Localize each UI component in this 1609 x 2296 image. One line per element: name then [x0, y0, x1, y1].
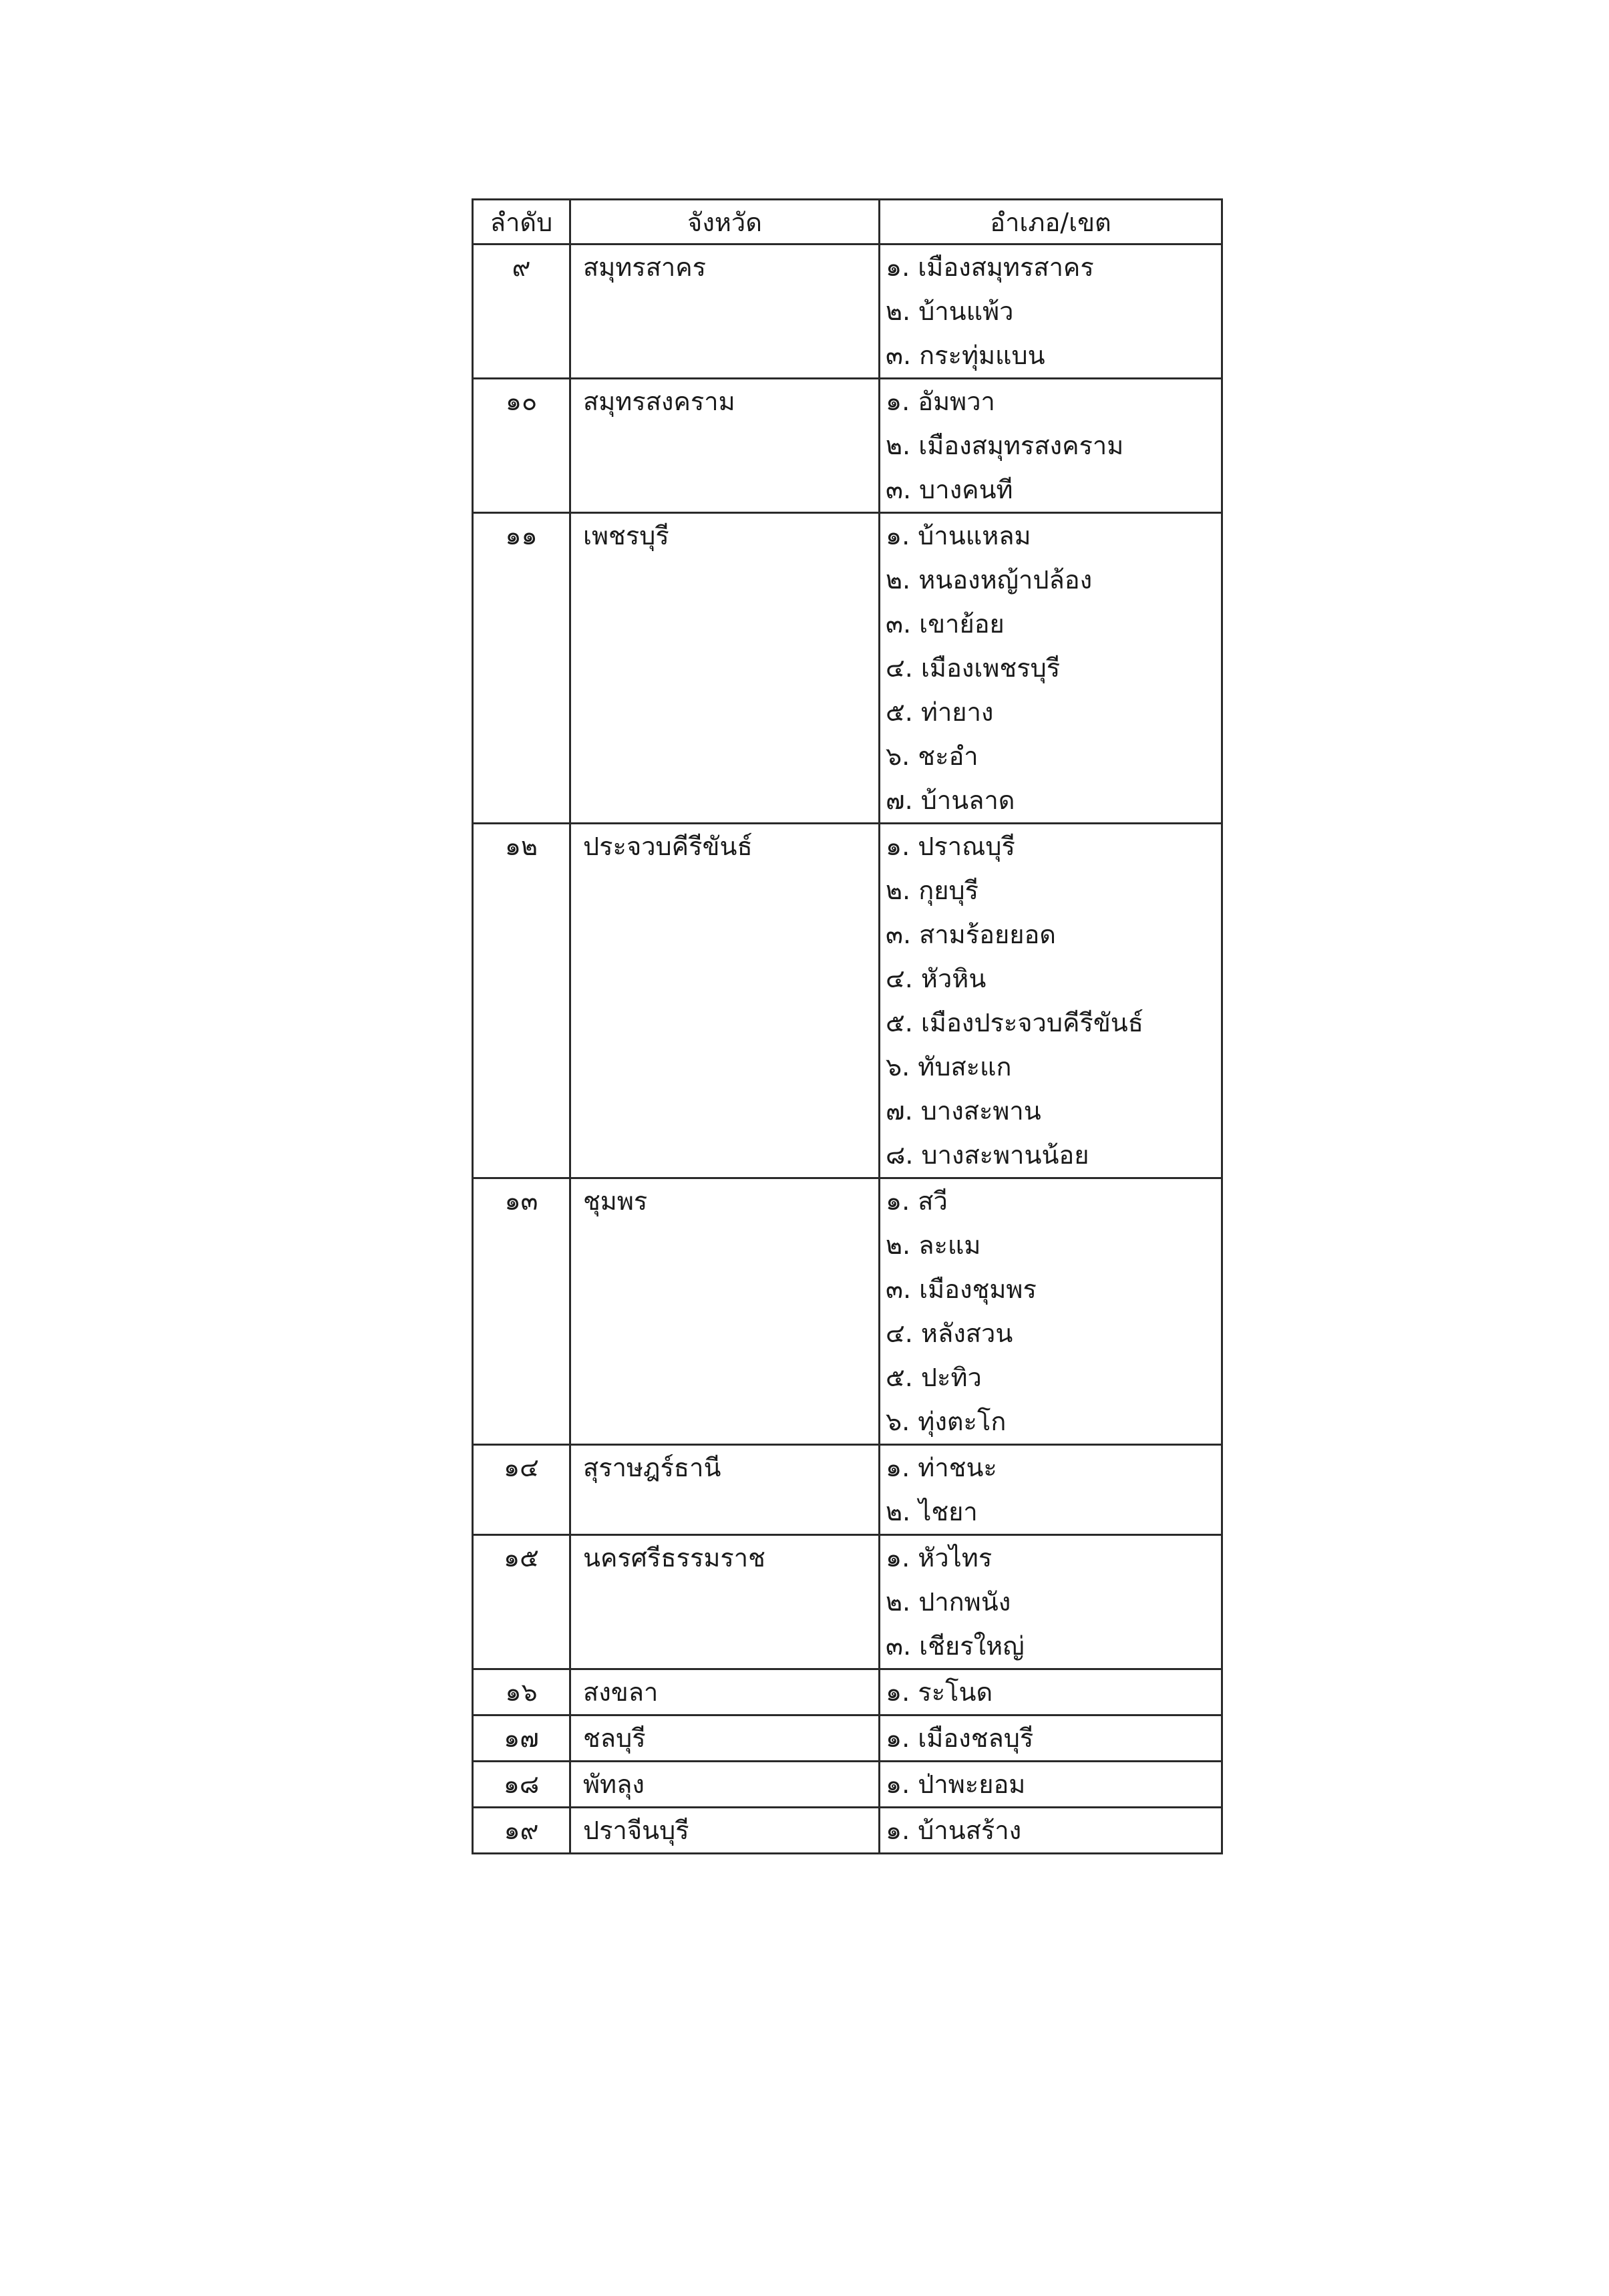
district-name: ๒. ไชยา: [886, 1497, 978, 1526]
order-cell: [473, 1535, 570, 1669]
district-cell: [880, 1535, 1222, 1669]
district-name: ๓. สามร้อยยอด: [886, 920, 1056, 949]
district-name: ๑. สวี: [886, 1186, 948, 1216]
district-name: ๖. ชะอำ: [886, 742, 978, 771]
header-district: อำเภอ/เขต: [880, 200, 1222, 244]
table-row: [473, 379, 1222, 513]
province-name: สมุทรสงคราม: [583, 387, 735, 416]
district-name: ๑. ท่าชนะ: [886, 1453, 997, 1482]
province-cell: [570, 1445, 880, 1535]
province-cell: [570, 1762, 880, 1808]
district-cell: [880, 1178, 1222, 1445]
province-cell: [570, 1535, 880, 1669]
header-province: จังหวัด: [570, 200, 880, 244]
order-number: ๑๔: [504, 1453, 539, 1482]
province-cell: [570, 824, 880, 1178]
district-name: ๔. เมืองเพชรบุรี: [886, 653, 1061, 683]
district-name: ๓. กระทุ่มแบน: [886, 341, 1045, 370]
district-name: ๑. ปราณบุรี: [886, 832, 1015, 861]
table-row: [473, 1808, 1222, 1854]
table-row: [473, 1715, 1222, 1762]
district-name: ๑. ระโนด: [886, 1677, 993, 1707]
district-cell: [880, 1445, 1222, 1535]
province-cell: [570, 1669, 880, 1715]
district-name: ๑. บ้านสร้าง: [886, 1816, 1022, 1845]
district-name: ๘. บางสะพานน้อย: [886, 1140, 1089, 1170]
order-cell: [473, 1808, 570, 1854]
district-name: ๔. หัวหิน: [886, 964, 987, 993]
district-cell: [880, 1808, 1222, 1854]
district-name: ๑. ป่าพะยอม: [886, 1770, 1026, 1799]
province-cell: [570, 1808, 880, 1854]
district-name: ๑. หัวไทร: [886, 1543, 993, 1573]
district-name: ๓. เขาย้อย: [886, 609, 1005, 639]
district-cell: [880, 513, 1222, 824]
district-name: ๓. บางคนที: [886, 475, 1013, 504]
province-cell: [570, 1178, 880, 1445]
district-cell: [880, 824, 1222, 1178]
province-cell: [570, 1715, 880, 1762]
order-number: ๑๘: [503, 1770, 540, 1799]
header-order: ลำดับ: [473, 200, 570, 244]
order-cell: [473, 824, 570, 1178]
district-name: ๒. กุยบุรี: [886, 876, 979, 905]
district-name: ๕. เมืองประจวบคีรีขันธ์: [886, 1008, 1143, 1037]
province-name: ชุมพร: [583, 1186, 648, 1216]
order-cell: [473, 1715, 570, 1762]
order-number: ๑๗: [504, 1724, 539, 1753]
order-number: ๑๙: [504, 1816, 539, 1845]
province-name: ประจวบคีรีขันธ์: [583, 832, 753, 861]
province-name: ปราจีนบุรี: [583, 1816, 689, 1845]
district-name: ๑. อัมพวา: [886, 387, 995, 416]
district-name: ๑. เมืองชลบุรี: [886, 1724, 1034, 1753]
table-row: [473, 824, 1222, 1178]
province-cell: [570, 513, 880, 824]
province-name: นครศรีธรรมราช: [583, 1543, 765, 1573]
order-number: ๑๕: [504, 1543, 539, 1573]
order-number: ๑๐: [505, 387, 538, 416]
province-name: สมุทรสาคร: [583, 253, 707, 282]
province-name: สุราษฎร์ธานี: [583, 1453, 721, 1482]
province-cell: [570, 244, 880, 379]
table-row: [473, 1178, 1222, 1445]
table-row: [473, 1445, 1222, 1535]
district-name: ๔. หลังสวน: [886, 1319, 1013, 1348]
table-row: [473, 1669, 1222, 1715]
district-table: [472, 198, 1223, 1854]
order-number: ๑๑: [505, 521, 538, 550]
table-header-row: [473, 200, 1222, 244]
province-cell: [570, 379, 880, 513]
table-row: [473, 513, 1222, 824]
table-row: [473, 244, 1222, 379]
order-number: ๑๖: [505, 1677, 538, 1707]
province-name: เพชรบุรี: [583, 521, 669, 550]
district-name: ๓. เชียรใหญ่: [886, 1631, 1025, 1661]
district-name: ๑. บ้านแหลม: [886, 521, 1031, 550]
order-cell: [473, 513, 570, 824]
district-cell: [880, 1715, 1222, 1762]
district-name: ๖. ทับสะแก: [886, 1052, 1012, 1082]
district-name: ๗. บางสะพาน: [886, 1096, 1041, 1126]
district-name: ๒. ละแม: [886, 1231, 981, 1260]
order-cell: [473, 244, 570, 379]
district-cell: [880, 244, 1222, 379]
district-name: ๒. บ้านแพ้ว: [886, 297, 1014, 326]
district-name: ๒. หนองหญ้าปล้อง: [886, 565, 1093, 595]
order-cell: [473, 1445, 570, 1535]
district-name: ๖. ทุ่งตะโก: [886, 1407, 1007, 1436]
district-name: ๕. ปะทิว: [886, 1363, 982, 1392]
district-name: ๑. เมืองสมุทรสาคร: [886, 253, 1094, 282]
district-cell: [880, 1669, 1222, 1715]
order-cell: [473, 379, 570, 513]
table-row: [473, 1535, 1222, 1669]
order-number: ๑๓: [504, 1186, 538, 1216]
order-cell: [473, 1669, 570, 1715]
district-name: ๗. บ้านลาด: [886, 786, 1015, 815]
table-body: [473, 244, 1222, 1854]
province-name: ชลบุรี: [583, 1724, 646, 1753]
district-cell: [880, 1762, 1222, 1808]
province-name: สงขลา: [583, 1677, 659, 1707]
district-name: ๒. เมืองสมุทรสงคราม: [886, 431, 1124, 460]
district-name: ๕. ท่ายาง: [886, 697, 994, 727]
province-name: พัทลุง: [583, 1770, 645, 1799]
district-cell: [880, 379, 1222, 513]
order-cell: [473, 1762, 570, 1808]
order-number: ๙: [512, 253, 531, 282]
district-name: ๓. เมืองชุมพร: [886, 1275, 1037, 1304]
order-cell: [473, 1178, 570, 1445]
order-number: ๑๒: [504, 832, 538, 861]
table-row: [473, 1762, 1222, 1808]
district-name: ๒. ปากพนัง: [886, 1587, 1011, 1617]
